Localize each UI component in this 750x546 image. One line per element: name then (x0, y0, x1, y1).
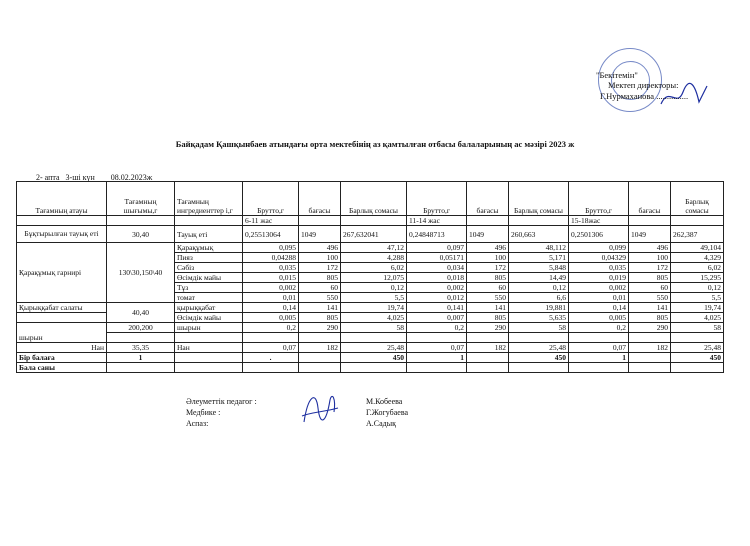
value-cell: 0,25513064 (243, 226, 299, 243)
value-cell: 805 (629, 313, 671, 323)
value-cell: 260,663 (509, 226, 569, 243)
value-cell: 1049 (467, 226, 509, 243)
name-social-pedagogue: М.Кобеева (366, 397, 403, 406)
menu-title: Байқадам Қашқынбаев атындағы орта мектебінің аз қамтылған отбасы балаларының ас мәзірі 2023 ж (175, 139, 575, 149)
approval-name: Г.Нурмаханова ............... (600, 91, 689, 101)
col-price: бағасы (467, 182, 509, 216)
value-cell: 60 (467, 283, 509, 293)
value-cell: 496 (467, 243, 509, 253)
value-cell: 141 (299, 303, 341, 313)
approval-director: Мектеп директоры: (608, 80, 679, 90)
staff-signature (296, 386, 342, 430)
ingredient: Тауық еті (175, 226, 243, 243)
value-cell: 60 (299, 283, 341, 293)
value-cell: 805 (629, 273, 671, 283)
value-cell: 5,635 (509, 313, 569, 323)
ingredient: Пияз (175, 253, 243, 263)
value-cell: 0,2 (243, 323, 299, 333)
value-cell: 19,74 (341, 303, 407, 313)
ingredient: Өсімдік майы (175, 313, 243, 323)
value-cell: 12,075 (341, 273, 407, 283)
children-count-label: Бала саны (17, 363, 107, 373)
value-cell: 1 (407, 353, 467, 363)
ingredient: Нан (175, 343, 243, 353)
value-cell: 25,48 (509, 343, 569, 353)
dish-yield: 30,40 (107, 226, 175, 243)
value-cell: 5,848 (509, 263, 569, 273)
dish-name: Бұқтырылған тауық еті (17, 226, 107, 243)
col-brutto: Брутто,г (569, 182, 629, 216)
value-cell: 1 (107, 353, 175, 363)
col-total: Барлық сомасы (341, 182, 407, 216)
date-label: 08.02.2023ж (110, 173, 153, 182)
value-cell: 0,2 (407, 323, 467, 333)
value-cell: 5,5 (671, 293, 724, 303)
col-brutto: Брутто,г (407, 182, 467, 216)
value-cell: 19,881 (509, 303, 569, 313)
day-label: 3-ші күн (65, 173, 95, 182)
value-cell: 100 (467, 253, 509, 263)
value-cell: 100 (629, 253, 671, 263)
value-cell: 4,329 (671, 253, 724, 263)
value-cell: 4,025 (341, 313, 407, 323)
value-cell: 141 (629, 303, 671, 313)
value-cell: 49,104 (671, 243, 724, 253)
value-cell: 290 (299, 323, 341, 333)
ingredient: шырын (175, 323, 243, 333)
value-cell: 496 (629, 243, 671, 253)
value-cell: 141 (467, 303, 509, 313)
value-cell: 0,002 (243, 283, 299, 293)
value-cell: 0,141 (407, 303, 467, 313)
table-row (17, 343, 724, 353)
value-cell: 58 (671, 323, 724, 333)
col-price: бағасы (629, 182, 671, 216)
children-count-row (17, 363, 724, 373)
value-cell: 6,6 (509, 293, 569, 303)
col-yield: Тағамның шығымы,г (107, 182, 175, 216)
value-cell: 6,02 (341, 263, 407, 273)
value-cell: 0,035 (569, 263, 629, 273)
value-cell: 4,288 (341, 253, 407, 263)
role-social-pedagogue: Әлеуметтік педагог : (186, 397, 257, 406)
value-cell: 172 (299, 263, 341, 273)
value-cell: 0,019 (569, 273, 629, 283)
col-total: Барлық сомасы (671, 182, 724, 216)
dish-yield: 40,40 (107, 303, 175, 323)
name-cook: А.Садық (366, 419, 396, 428)
age-row (17, 216, 724, 226)
value-cell: 15,295 (671, 273, 724, 283)
value-cell: 0,01 (569, 293, 629, 303)
value-cell: 0,007 (407, 313, 467, 323)
age-group: 11-14 жас (407, 216, 467, 226)
col-dish: Тағамның атауы (17, 182, 107, 216)
age-group: 6-11 жас (243, 216, 299, 226)
table-row (17, 303, 724, 313)
value-cell: 0,035 (243, 263, 299, 273)
value-cell: 0,2501306 (569, 226, 629, 243)
value-cell: 0,2 (569, 323, 629, 333)
dish-name: Қарақұмық гарнирі (17, 243, 107, 303)
value-cell: 805 (299, 273, 341, 283)
value-cell: 182 (299, 343, 341, 353)
value-cell: 805 (467, 313, 509, 323)
dish-name: шырын (17, 323, 107, 343)
ingredient: томат (175, 293, 243, 303)
value-cell: 0,07 (407, 343, 467, 353)
week-label: 2- апта (36, 173, 60, 182)
value-cell: 0,05171 (407, 253, 467, 263)
total-cell: 450 (341, 353, 407, 363)
ingredient: Өсімдік майы (175, 273, 243, 283)
value-cell: 550 (467, 293, 509, 303)
value-cell: 0,095 (243, 243, 299, 253)
value-cell: 0,14 (569, 303, 629, 313)
value-cell: 1 (569, 353, 629, 363)
value-cell: 290 (467, 323, 509, 333)
value-cell: 0,005 (243, 313, 299, 323)
per-child-label: Бір балаға (17, 353, 107, 363)
value-cell: 0,04329 (569, 253, 629, 263)
value-cell: 172 (629, 263, 671, 273)
ingredient: Тұз (175, 283, 243, 293)
value-cell: 0,034 (407, 263, 467, 273)
age-group: 15-18жас (569, 216, 629, 226)
value-cell: 0,002 (569, 283, 629, 293)
value-cell: 267,632041 (341, 226, 407, 243)
value-cell: 496 (299, 243, 341, 253)
value-cell: 14,49 (509, 273, 569, 283)
value-cell: 0,005 (569, 313, 629, 323)
ingredient: Қарақұмық (175, 243, 243, 253)
value-cell: 0,12 (341, 283, 407, 293)
menu-table (16, 181, 724, 373)
value-cell: 4,025 (671, 313, 724, 323)
col-total: Барлық сомасы (509, 182, 569, 216)
value-cell: 0,01 (243, 293, 299, 303)
dish-yield: 130\30,150\40 (107, 243, 175, 303)
value-cell: 0,04288 (243, 253, 299, 263)
value-cell: 25,48 (671, 343, 724, 353)
header-row (17, 182, 724, 216)
value-cell: 262,387 (671, 226, 724, 243)
value-cell: 0,097 (407, 243, 467, 253)
total-cell: 450 (509, 353, 569, 363)
ingredient: қырыққабат (175, 303, 243, 313)
role-nurse: Медбике : (186, 408, 221, 417)
value-cell: 1049 (629, 226, 671, 243)
value-cell: . (243, 353, 299, 363)
value-cell: 182 (467, 343, 509, 353)
value-cell: 0,018 (407, 273, 467, 283)
dish-yield: 35,35 (107, 343, 175, 353)
value-cell: 58 (509, 323, 569, 333)
value-cell: 0,099 (569, 243, 629, 253)
value-cell: 25,48 (341, 343, 407, 353)
value-cell: 805 (467, 273, 509, 283)
value-cell: 0,015 (243, 273, 299, 283)
col-ingredients: Тағамның ингредиенттер і,г (175, 182, 243, 216)
value-cell: 805 (299, 313, 341, 323)
value-cell: 47,12 (341, 243, 407, 253)
table-row (17, 333, 724, 343)
value-cell: 5,171 (509, 253, 569, 263)
name-nurse: Г.Жогубаева (366, 408, 409, 417)
value-cell: 60 (629, 283, 671, 293)
role-cook: Аспаз: (186, 419, 209, 428)
table-row (17, 226, 724, 243)
value-cell: 0,14 (243, 303, 299, 313)
value-cell: 5,5 (341, 293, 407, 303)
value-cell: 290 (629, 323, 671, 333)
ingredient: Сәбіз (175, 263, 243, 273)
col-price: бағасы (299, 182, 341, 216)
value-cell: 0,002 (407, 283, 467, 293)
value-cell: 0,012 (407, 293, 467, 303)
value-cell: 172 (467, 263, 509, 273)
value-cell: 0,07 (243, 343, 299, 353)
value-cell: 48,112 (509, 243, 569, 253)
value-cell: 58 (341, 323, 407, 333)
value-cell: 0,07 (569, 343, 629, 353)
dish-yield: 200,200 (107, 323, 175, 333)
col-brutto: Брутто,г (243, 182, 299, 216)
dish-name: Қырыққабат салаты (17, 303, 107, 313)
value-cell: 550 (629, 293, 671, 303)
value-cell: 0,12 (671, 283, 724, 293)
value-cell: 550 (299, 293, 341, 303)
value-cell: 182 (629, 343, 671, 353)
per-child-row (17, 353, 724, 363)
value-cell: 1049 (299, 226, 341, 243)
approval-line: "Бекітемін" (596, 70, 638, 80)
dish-name: Нан (17, 343, 107, 353)
table-row (17, 243, 724, 253)
value-cell: 19,74 (671, 303, 724, 313)
value-cell: 0,12 (509, 283, 569, 293)
table-row (17, 323, 724, 333)
value-cell: 100 (299, 253, 341, 263)
value-cell: 6,02 (671, 263, 724, 273)
value-cell: 0,24848713 (407, 226, 467, 243)
total-cell: 450 (671, 353, 724, 363)
